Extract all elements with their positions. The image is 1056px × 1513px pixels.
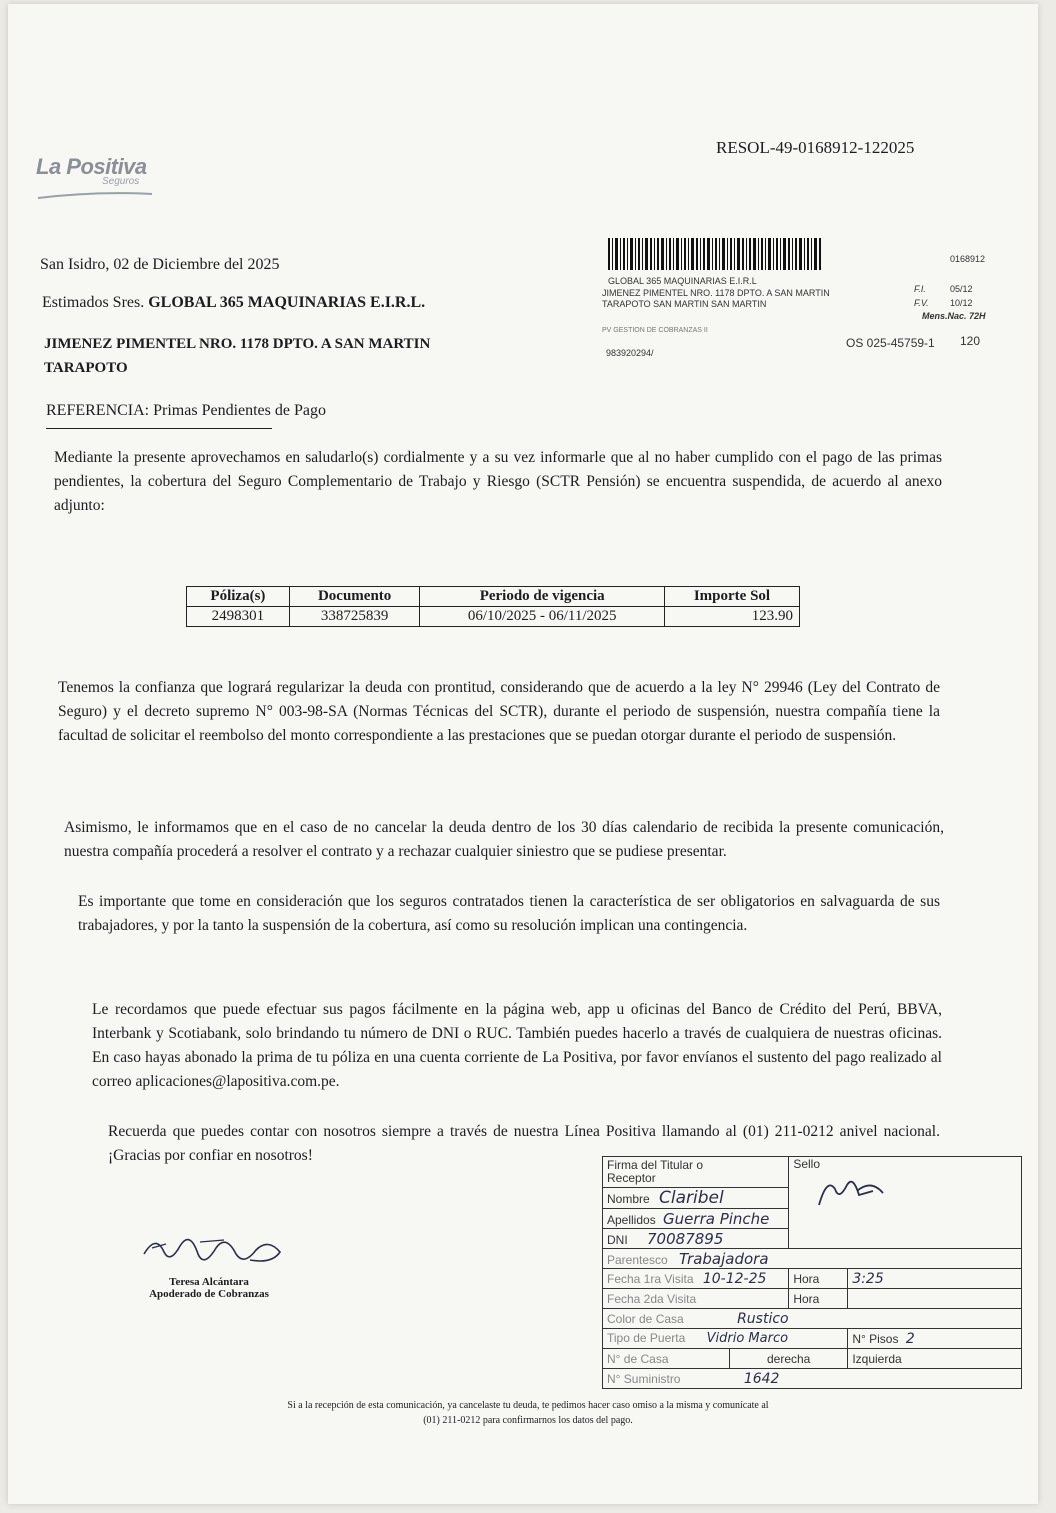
sello-label: Sello — [793, 1157, 820, 1171]
policy-table — [186, 586, 800, 627]
barcode-icon — [608, 238, 823, 270]
mail-addr1: JIMENEZ PIMENTEL NRO. 1178 DPTO. A SAN MARTIN — [602, 288, 830, 298]
color-cell — [603, 1309, 1022, 1329]
address-line2: TARAPOTO — [44, 360, 128, 376]
company-name: GLOBAL 365 MAQUINARIAS E.I.R.L. — [148, 294, 426, 311]
sello-cell — [789, 1157, 1022, 1249]
policy-table-header-row — [187, 587, 800, 607]
greeting-prefix: Estimados Sres. — [42, 294, 145, 311]
hora2-label-cell — [789, 1289, 848, 1309]
cell-importe: 123.90 — [664, 607, 799, 627]
dni-cell — [603, 1229, 789, 1249]
pisos-cell — [848, 1329, 1022, 1349]
handwritten-signature — [140, 1224, 290, 1274]
hora2-value-cell — [848, 1289, 1022, 1309]
mail-addr2: TARAPOTO SAN MARTIN SAN MARTIN — [602, 299, 767, 309]
receipt-table — [602, 1156, 1022, 1389]
header-importe: Importe Sol — [664, 587, 799, 607]
mailing-label — [594, 236, 998, 360]
apellidos-label: Apellidos — [607, 1212, 656, 1227]
address — [44, 332, 430, 380]
mail-code: 0168912 — [950, 254, 986, 264]
derecha-label: derecha — [766, 1351, 811, 1366]
puerta-cell — [603, 1329, 848, 1349]
mail-os: OS 025-45759-1 — [846, 336, 935, 350]
apellidos-value: Guerra Pinche — [663, 1209, 770, 1228]
izquierda-label: Izquierda — [852, 1351, 902, 1366]
ncasa-cell — [603, 1349, 730, 1369]
fecha1-label: Fecha 1ra Visita — [607, 1271, 694, 1286]
mail-dept — [602, 327, 708, 334]
logo-swoosh-icon — [36, 190, 154, 200]
paragraph-6-text: Recuerda que puedes contar con nosotros siempre a través de nuestra Línea Positiva llamando al (01) 211-0212 anivel nacional. ¡Gracias por confiar en nosotros! — [108, 1123, 940, 1164]
parentesco-cell — [603, 1249, 1022, 1269]
mail-service: Mens.Nac. 72H — [922, 311, 986, 321]
nombre-cell — [603, 1188, 789, 1209]
suministro-value: 1642 — [743, 1370, 780, 1387]
signatory-name: Teresa Alcántara — [169, 1276, 249, 1288]
paragraph-1: Mediante la presente aprovechamos en saludarlo(s) cordialmente y a su vez informarle que al no haber cumplido con el pago de las primas pendientes, la cobertura del Seguro Complementario de Trabajo y Riesgo (SCTR Pensión) se encuentra suspendida, de acuerdo al anexo adjunto: — [54, 449, 942, 514]
puerta-value: Vidrio Marco — [706, 1331, 789, 1346]
address-line1: JIMENEZ PIMENTEL NRO. 1178 DPTO. A SAN MARTIN — [44, 336, 431, 352]
parentesco-value: Trabajadora — [679, 1249, 769, 1268]
hora1-value: 3:25 — [852, 1270, 884, 1287]
nombre-value: Claribel — [659, 1188, 724, 1208]
pisos-value: 2 — [905, 1330, 915, 1347]
mail-fv-value: 10/12 — [950, 298, 973, 308]
cell-documento: 338725839 — [289, 607, 420, 627]
derecha-cell — [730, 1349, 848, 1369]
resolution-number: RESOL-49-0168912-122025 — [716, 138, 915, 157]
header-periodo: Periodo de vigencia — [420, 587, 665, 607]
hora1-value-cell — [848, 1269, 1022, 1289]
dni-value: 70087895 — [647, 1229, 724, 1248]
firma-label-cell — [603, 1157, 789, 1188]
paragraph-4: Es importante que tome en consideración que los seguros contratados tienen la característica de ser obligatorios en salvaguarda de sus trabajadores, y por la tanto la suspensión de la cobertura, así como su resolución implican una contingencia. — [78, 893, 940, 934]
mail-fi-label: F.I. — [914, 284, 926, 294]
mail-dept-suffix: II — [703, 327, 708, 334]
header-poliza: Póliza(s) — [187, 587, 290, 607]
hora2-label: Hora — [793, 1291, 820, 1306]
reference: REFERENCIA: Primas Pendientes de Pago — [46, 402, 326, 419]
reference-underline — [46, 428, 272, 429]
cell-periodo: 06/10/2025 - 06/11/2025 — [420, 607, 665, 627]
footer-line1: Si a la recepción de esta comunicación, ya cancelaste tu deuda, te pedimos hacer caso omiso a la misma y comunícate al — [287, 1400, 769, 1411]
paragraph-5: Le recordamos que puede efectuar sus pagos fácilmente en la página web, app u oficinas del Banco de Crédito del Perú, BBVA, Interbank y Scotiabank, solo brindando tu número de DNI o RUC. También puedes hacerlo a través de cualquiera de nuestras oficinas. En caso hayas abonado la prima de tu póliza en una cuenta corriente de La Positiva, por favor envíanos el sustento del pago realizado al correo aplicaciones@lapositiva.com.pe. — [92, 1001, 942, 1090]
ncasa-label: N° de Casa — [607, 1351, 669, 1366]
puerta-label: Tipo de Puerta — [607, 1331, 686, 1345]
header-documento: Documento — [289, 587, 420, 607]
suministro-cell — [603, 1369, 1022, 1389]
izquierda-cell — [848, 1349, 1022, 1369]
mail-fi-value: 05/12 — [950, 284, 973, 294]
hora1-label-cell — [789, 1269, 848, 1289]
signatory-role: Apoderado de Cobranzas — [149, 1288, 269, 1300]
mail-phone: 983920294/ — [606, 348, 654, 358]
fecha2-cell — [603, 1289, 789, 1309]
logo-main-text: La Positiva — [36, 154, 147, 179]
letter-page — [8, 4, 1038, 1504]
table-row — [187, 607, 800, 627]
color-label: Color de Casa — [607, 1311, 684, 1326]
fecha2-label: Fecha 2da Visita — [607, 1291, 697, 1306]
la-positiva-logo — [36, 154, 154, 205]
footer-line2: (01) 211-0212 para confirmarnos los datos del pago. — [423, 1415, 633, 1426]
stamp-scribble — [813, 1171, 893, 1211]
color-value: Rustico — [737, 1310, 789, 1327]
letter-date: San Isidro, 02 de Diciembre del 2025 — [40, 256, 280, 273]
greeting — [42, 294, 425, 312]
receipt-stamp — [602, 1156, 1022, 1389]
mail-dept-text: PV GESTION DE COBRANZAS — [602, 327, 702, 334]
mail-fv-label: F.V. — [914, 298, 929, 308]
parentesco-label: Parentesco — [607, 1252, 668, 1267]
signatory — [134, 1276, 284, 1300]
nombre-label: Nombre — [607, 1192, 650, 1206]
suministro-label: N° Suministro — [607, 1371, 681, 1386]
fecha1-cell — [603, 1269, 789, 1289]
fecha1-value: 10-12-25 — [702, 1270, 767, 1287]
paragraph-3: Asimismo, le informamos que en el caso de no cancelar la deuda dentro de los 30 días calendario de recibida la presente comunicación, nuestra compañía procederá a resolver el contrato y a rechazar cualquier siniestro que se pudiese presentar. — [64, 819, 944, 860]
footer-note — [208, 1398, 848, 1428]
hora1-label: Hora — [793, 1271, 820, 1286]
pisos-label: N° Pisos — [852, 1331, 899, 1346]
firma-label: Firma del Titular o Receptor — [607, 1158, 704, 1185]
logo-sub-text: Seguros — [102, 176, 140, 187]
mail-name: GLOBAL 365 MAQUINARIAS E.I.R.L — [608, 276, 757, 286]
cell-poliza: 2498301 — [187, 607, 290, 627]
mail-os-num: 120 — [960, 334, 981, 348]
paragraph-2: Tenemos la confianza que logrará regularizar la deuda con prontitud, considerando que de acuerdo a la ley N° 29946 (Ley del Contrato de Seguro) y el decreto supremo N° 003-98-SA (Normas Técnicas del SCTR), durante el periodo de suspensión, nuestra compañía tiene la facultad de solicitar el reembolso del monto correspondiente a las prestaciones que se puedan otorgar durante el periodo de suspensión. — [58, 679, 940, 744]
dni-label: DNI — [607, 1232, 628, 1247]
apellidos-cell — [603, 1209, 789, 1229]
